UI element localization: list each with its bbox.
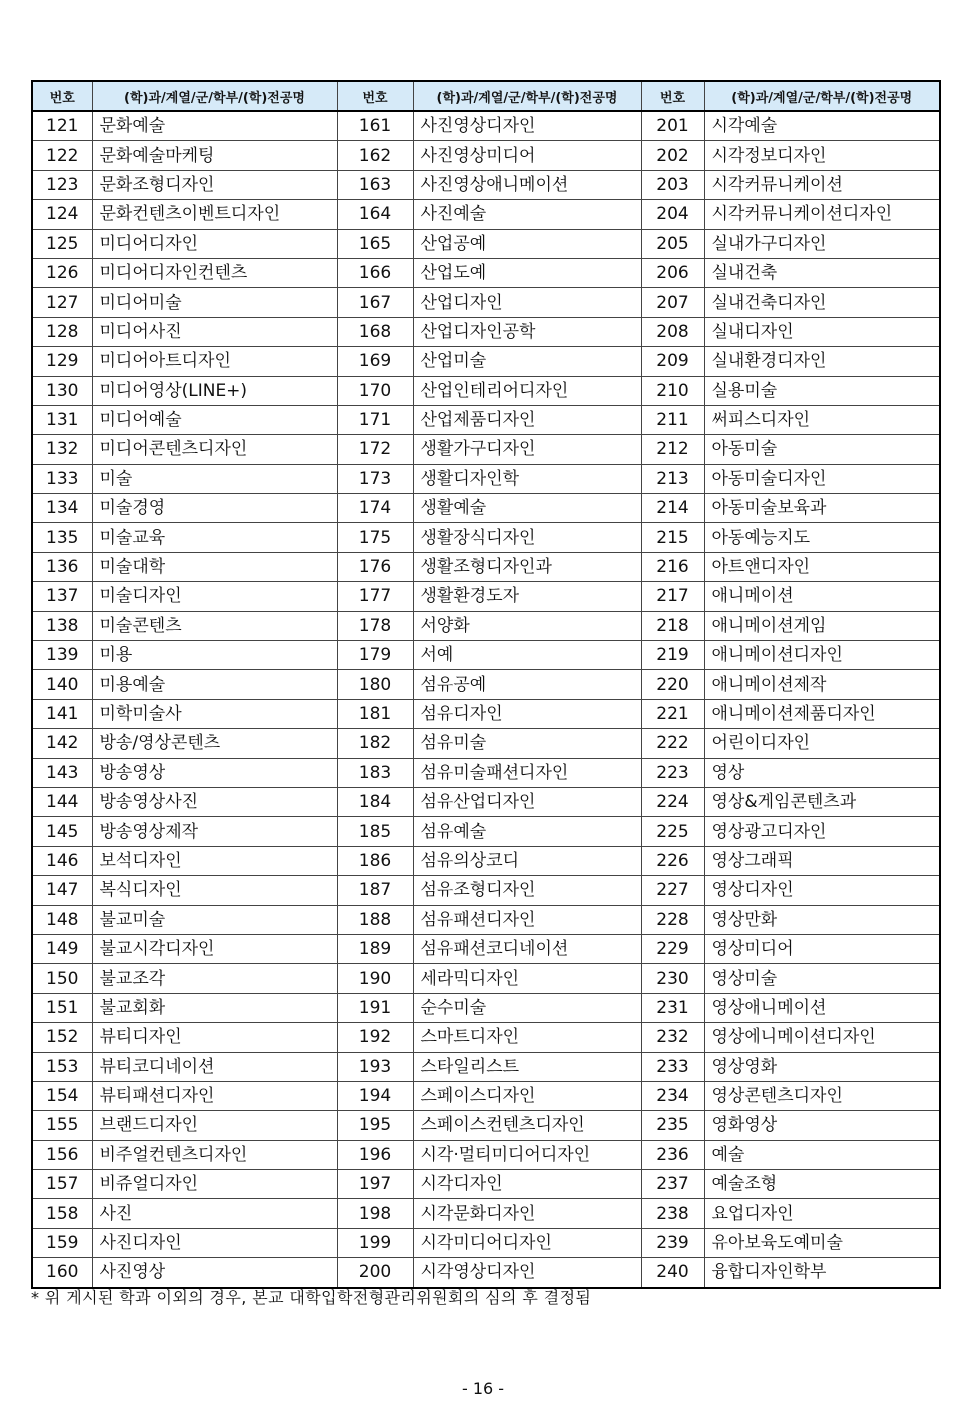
major-name-cell: 섬유공예 xyxy=(413,670,641,699)
row-number-cell: 165 xyxy=(337,229,413,258)
table-row xyxy=(32,317,940,346)
row-number-cell: 196 xyxy=(337,1140,413,1169)
row-number-cell: 223 xyxy=(641,758,704,787)
row-number-cell: 187 xyxy=(337,876,413,905)
major-name-cell: 실내건축디자인 xyxy=(704,288,940,317)
row-number-cell: 132 xyxy=(32,435,92,464)
major-name-cell: 실내건축 xyxy=(704,258,940,287)
row-number-cell: 147 xyxy=(32,876,92,905)
row-number-cell: 170 xyxy=(337,376,413,405)
major-name-cell: 아트앤디자인 xyxy=(704,552,940,581)
row-number-cell: 178 xyxy=(337,611,413,640)
row-number-cell: 183 xyxy=(337,758,413,787)
major-name-cell: 산업디자인공학 xyxy=(413,317,641,346)
row-number-cell: 200 xyxy=(337,1258,413,1288)
major-name-cell: 보석디자인 xyxy=(92,846,337,875)
row-number-cell: 238 xyxy=(641,1199,704,1228)
major-name-cell: 영상콘텐츠디자인 xyxy=(704,1081,940,1110)
table-row xyxy=(32,817,940,846)
major-name-cell: 실내환경디자인 xyxy=(704,347,940,376)
major-name-cell: 미술 xyxy=(92,464,337,493)
major-name-cell: 생활장식디자인 xyxy=(413,523,641,552)
major-name-cell: 산업제품디자인 xyxy=(413,405,641,434)
major-list-table xyxy=(31,80,941,1289)
table-row xyxy=(32,1052,940,1081)
table-row xyxy=(32,523,940,552)
major-name-cell: 미술디자인 xyxy=(92,582,337,611)
major-name-cell: 사진 xyxy=(92,1199,337,1228)
row-number-cell: 160 xyxy=(32,1258,92,1288)
major-name-cell: 방송영상사진 xyxy=(92,787,337,816)
row-number-cell: 151 xyxy=(32,993,92,1022)
row-number-cell: 126 xyxy=(32,258,92,287)
major-name-cell: 시각문화디자인 xyxy=(413,1199,641,1228)
major-name-cell: 애니메이션게임 xyxy=(704,611,940,640)
row-number-cell: 205 xyxy=(641,229,704,258)
table-row xyxy=(32,1081,940,1110)
row-number-cell: 143 xyxy=(32,758,92,787)
row-number-cell: 209 xyxy=(641,347,704,376)
major-name-cell: 영상영화 xyxy=(704,1052,940,1081)
major-name-cell: 스페이스디자인 xyxy=(413,1081,641,1110)
major-name-cell: 뷰티코디네이션 xyxy=(92,1052,337,1081)
row-number-cell: 193 xyxy=(337,1052,413,1081)
major-name-cell: 영화영상 xyxy=(704,1111,940,1140)
major-name-cell: 섬유예술 xyxy=(413,817,641,846)
row-number-cell: 204 xyxy=(641,200,704,229)
row-number-cell: 190 xyxy=(337,964,413,993)
major-name-cell: 실내가구디자인 xyxy=(704,229,940,258)
row-number-cell: 235 xyxy=(641,1111,704,1140)
row-number-cell: 171 xyxy=(337,405,413,434)
major-name-cell: 애니메이션제작 xyxy=(704,670,940,699)
table-row xyxy=(32,1023,940,1052)
row-number-cell: 226 xyxy=(641,846,704,875)
row-number-cell: 236 xyxy=(641,1140,704,1169)
table-row xyxy=(32,934,940,963)
table-row xyxy=(32,846,940,875)
major-name-cell: 섬유조형디자인 xyxy=(413,876,641,905)
row-number-cell: 240 xyxy=(641,1258,704,1288)
major-name-cell: 산업미술 xyxy=(413,347,641,376)
major-name-cell: 영상광고디자인 xyxy=(704,817,940,846)
major-name-cell: 미용 xyxy=(92,641,337,670)
row-number-cell: 186 xyxy=(337,846,413,875)
row-number-cell: 219 xyxy=(641,641,704,670)
table-row xyxy=(32,170,940,199)
table-row xyxy=(32,905,940,934)
row-number-cell: 239 xyxy=(641,1228,704,1257)
major-name-cell: 비주얼컨텐츠디자인 xyxy=(92,1140,337,1169)
major-name-cell: 영상&게임콘텐츠과 xyxy=(704,787,940,816)
table-header-row xyxy=(32,81,940,111)
table-row xyxy=(32,1111,940,1140)
table-row xyxy=(32,229,940,258)
major-name-cell: 미디어아트디자인 xyxy=(92,347,337,376)
row-number-cell: 179 xyxy=(337,641,413,670)
major-name-cell: 미술콘텐츠 xyxy=(92,611,337,640)
major-name-cell: 미디어영상(LINE+) xyxy=(92,376,337,405)
row-number-cell: 128 xyxy=(32,317,92,346)
major-name-cell: 문화예술 xyxy=(92,111,337,141)
major-name-cell: 시각디자인 xyxy=(413,1170,641,1199)
major-name-cell: 미술대학 xyxy=(92,552,337,581)
row-number-cell: 184 xyxy=(337,787,413,816)
major-name-cell: 영상 xyxy=(704,758,940,787)
row-number-cell: 124 xyxy=(32,200,92,229)
table-row xyxy=(32,729,940,758)
row-number-cell: 232 xyxy=(641,1023,704,1052)
major-name-cell: 시각정보디자인 xyxy=(704,141,940,170)
row-number-cell: 208 xyxy=(641,317,704,346)
table-row xyxy=(32,787,940,816)
table-row xyxy=(32,258,940,287)
row-number-cell: 181 xyxy=(337,699,413,728)
row-number-cell: 211 xyxy=(641,405,704,434)
row-number-cell: 157 xyxy=(32,1170,92,1199)
major-name-cell: 불교회화 xyxy=(92,993,337,1022)
row-number-cell: 122 xyxy=(32,141,92,170)
row-number-cell: 159 xyxy=(32,1228,92,1257)
row-number-cell: 175 xyxy=(337,523,413,552)
row-number-cell: 167 xyxy=(337,288,413,317)
table-body xyxy=(32,111,940,1288)
major-name-cell: 예술조형 xyxy=(704,1170,940,1199)
row-number-cell: 182 xyxy=(337,729,413,758)
major-name-cell: 순수미술 xyxy=(413,993,641,1022)
row-number-cell: 185 xyxy=(337,817,413,846)
table-row xyxy=(32,1199,940,1228)
row-number-cell: 146 xyxy=(32,846,92,875)
major-name-cell: 산업디자인 xyxy=(413,288,641,317)
major-name-cell: 미용예술 xyxy=(92,670,337,699)
major-name-cell: 세라믹디자인 xyxy=(413,964,641,993)
row-number-cell: 201 xyxy=(641,111,704,141)
row-number-cell: 228 xyxy=(641,905,704,934)
table-row xyxy=(32,1170,940,1199)
table-row xyxy=(32,670,940,699)
row-number-cell: 172 xyxy=(337,435,413,464)
row-number-cell: 155 xyxy=(32,1111,92,1140)
major-name-cell: 영상만화 xyxy=(704,905,940,934)
row-number-cell: 189 xyxy=(337,934,413,963)
table-row xyxy=(32,582,940,611)
row-number-cell: 121 xyxy=(32,111,92,141)
row-number-cell: 158 xyxy=(32,1199,92,1228)
row-number-cell: 225 xyxy=(641,817,704,846)
row-number-cell: 125 xyxy=(32,229,92,258)
row-number-cell: 199 xyxy=(337,1228,413,1257)
row-number-cell: 194 xyxy=(337,1081,413,1110)
major-name-cell: 애니메이션제품디자인 xyxy=(704,699,940,728)
major-name-cell: 애니메이션디자인 xyxy=(704,641,940,670)
row-number-cell: 150 xyxy=(32,964,92,993)
table-row xyxy=(32,435,940,464)
major-name-cell: 복식디자인 xyxy=(92,876,337,905)
row-number-cell: 202 xyxy=(641,141,704,170)
row-number-cell: 214 xyxy=(641,494,704,523)
row-number-cell: 164 xyxy=(337,200,413,229)
footnote: * 위 게시된 학과 이외의 경우, 본교 대학입학전형관리위원회의 심의 후 결정됨 xyxy=(31,1288,592,1307)
header-number-1: 번호 xyxy=(32,81,92,111)
major-name-cell: 방송영상 xyxy=(92,758,337,787)
major-name-cell: 요업디자인 xyxy=(704,1199,940,1228)
table-row xyxy=(32,699,940,728)
row-number-cell: 227 xyxy=(641,876,704,905)
major-name-cell: 유아보육도예미술 xyxy=(704,1228,940,1257)
row-number-cell: 149 xyxy=(32,934,92,963)
major-name-cell: 시각영상디자인 xyxy=(413,1258,641,1288)
major-name-cell: 섬유패션코디네이션 xyxy=(413,934,641,963)
major-name-cell: 스마트디자인 xyxy=(413,1023,641,1052)
table-row xyxy=(32,464,940,493)
major-name-cell: 영상에니메이션디자인 xyxy=(704,1023,940,1052)
row-number-cell: 168 xyxy=(337,317,413,346)
row-number-cell: 134 xyxy=(32,494,92,523)
row-number-cell: 174 xyxy=(337,494,413,523)
row-number-cell: 176 xyxy=(337,552,413,581)
header-major-name-1: (학)과/계열/군/학부/(학)전공명 xyxy=(92,81,337,111)
major-name-cell: 사진영상애니메이션 xyxy=(413,170,641,199)
major-name-cell: 시각예술 xyxy=(704,111,940,141)
major-name-cell: 실내디자인 xyxy=(704,317,940,346)
major-name-cell: 미디어디자인 xyxy=(92,229,337,258)
row-number-cell: 215 xyxy=(641,523,704,552)
row-number-cell: 230 xyxy=(641,964,704,993)
row-number-cell: 162 xyxy=(337,141,413,170)
row-number-cell: 166 xyxy=(337,258,413,287)
row-number-cell: 163 xyxy=(337,170,413,199)
row-number-cell: 144 xyxy=(32,787,92,816)
row-number-cell: 197 xyxy=(337,1170,413,1199)
major-name-cell: 써피스디자인 xyxy=(704,405,940,434)
row-number-cell: 198 xyxy=(337,1199,413,1228)
major-name-cell: 미술경영 xyxy=(92,494,337,523)
table-row xyxy=(32,200,940,229)
major-name-cell: 산업공예 xyxy=(413,229,641,258)
row-number-cell: 161 xyxy=(337,111,413,141)
major-name-cell: 애니메이션 xyxy=(704,582,940,611)
major-name-cell: 섬유미술 xyxy=(413,729,641,758)
major-name-cell: 사진영상미디어 xyxy=(413,141,641,170)
row-number-cell: 203 xyxy=(641,170,704,199)
table-row xyxy=(32,1258,940,1288)
row-number-cell: 154 xyxy=(32,1081,92,1110)
table-row xyxy=(32,376,940,405)
row-number-cell: 156 xyxy=(32,1140,92,1169)
row-number-cell: 216 xyxy=(641,552,704,581)
major-name-cell: 미디어디자인컨텐츠 xyxy=(92,258,337,287)
major-name-cell: 섬유산업디자인 xyxy=(413,787,641,816)
major-name-cell: 아동예능지도 xyxy=(704,523,940,552)
row-number-cell: 213 xyxy=(641,464,704,493)
row-number-cell: 145 xyxy=(32,817,92,846)
major-name-cell: 예술 xyxy=(704,1140,940,1169)
page-number: - 16 - xyxy=(461,1379,505,1398)
major-name-cell: 사진디자인 xyxy=(92,1228,337,1257)
row-number-cell: 127 xyxy=(32,288,92,317)
row-number-cell: 218 xyxy=(641,611,704,640)
row-number-cell: 231 xyxy=(641,993,704,1022)
major-name-cell: 미학미술사 xyxy=(92,699,337,728)
table-row xyxy=(32,405,940,434)
table-row xyxy=(32,141,940,170)
major-name-cell: 스타일리스트 xyxy=(413,1052,641,1081)
major-name-cell: 시각·멀티미디어디자인 xyxy=(413,1140,641,1169)
header-major-name-2: (학)과/계열/군/학부/(학)전공명 xyxy=(413,81,641,111)
table-row xyxy=(32,876,940,905)
table-row xyxy=(32,347,940,376)
row-number-cell: 142 xyxy=(32,729,92,758)
row-number-cell: 135 xyxy=(32,523,92,552)
major-name-cell: 생활환경도자 xyxy=(413,582,641,611)
major-name-cell: 어린이디자인 xyxy=(704,729,940,758)
row-number-cell: 139 xyxy=(32,641,92,670)
major-name-cell: 영상미술 xyxy=(704,964,940,993)
major-name-cell: 문화조형디자인 xyxy=(92,170,337,199)
major-name-cell: 산업인테리어디자인 xyxy=(413,376,641,405)
header-number-2: 번호 xyxy=(337,81,413,111)
major-name-cell: 섬유미술패션디자인 xyxy=(413,758,641,787)
row-number-cell: 212 xyxy=(641,435,704,464)
major-name-cell: 사진영상 xyxy=(92,1258,337,1288)
major-name-cell: 영상디자인 xyxy=(704,876,940,905)
major-name-cell: 생활가구디자인 xyxy=(413,435,641,464)
table-row xyxy=(32,964,940,993)
row-number-cell: 140 xyxy=(32,670,92,699)
row-number-cell: 222 xyxy=(641,729,704,758)
row-number-cell: 224 xyxy=(641,787,704,816)
major-name-cell: 뷰티패션디자인 xyxy=(92,1081,337,1110)
major-name-cell: 서양화 xyxy=(413,611,641,640)
table-row xyxy=(32,288,940,317)
table-row xyxy=(32,1140,940,1169)
row-number-cell: 153 xyxy=(32,1052,92,1081)
row-number-cell: 221 xyxy=(641,699,704,728)
major-name-cell: 문화예술마케팅 xyxy=(92,141,337,170)
table-row xyxy=(32,758,940,787)
row-number-cell: 129 xyxy=(32,347,92,376)
major-name-cell: 사진예술 xyxy=(413,200,641,229)
row-number-cell: 233 xyxy=(641,1052,704,1081)
major-name-cell: 미디어사진 xyxy=(92,317,337,346)
table-row xyxy=(32,641,940,670)
row-number-cell: 191 xyxy=(337,993,413,1022)
row-number-cell: 136 xyxy=(32,552,92,581)
major-name-cell: 불교미술 xyxy=(92,905,337,934)
table-row xyxy=(32,1228,940,1257)
major-name-cell: 산업도예 xyxy=(413,258,641,287)
major-name-cell: 아동미술디자인 xyxy=(704,464,940,493)
major-name-cell: 미디어예술 xyxy=(92,405,337,434)
major-name-cell: 문화컨텐츠이벤트디자인 xyxy=(92,200,337,229)
major-name-cell: 생활예술 xyxy=(413,494,641,523)
row-number-cell: 148 xyxy=(32,905,92,934)
row-number-cell: 229 xyxy=(641,934,704,963)
major-name-cell: 미디어미술 xyxy=(92,288,337,317)
major-name-cell: 아동미술 xyxy=(704,435,940,464)
row-number-cell: 207 xyxy=(641,288,704,317)
row-number-cell: 192 xyxy=(337,1023,413,1052)
major-name-cell: 시각커뮤니케이션디자인 xyxy=(704,200,940,229)
row-number-cell: 130 xyxy=(32,376,92,405)
row-number-cell: 210 xyxy=(641,376,704,405)
row-number-cell: 188 xyxy=(337,905,413,934)
row-number-cell: 195 xyxy=(337,1111,413,1140)
major-name-cell: 스페이스컨텐츠디자인 xyxy=(413,1111,641,1140)
major-name-cell: 섬유의상코디 xyxy=(413,846,641,875)
major-name-cell: 미디어콘텐츠디자인 xyxy=(92,435,337,464)
major-name-cell: 생활디자인학 xyxy=(413,464,641,493)
row-number-cell: 173 xyxy=(337,464,413,493)
row-number-cell: 206 xyxy=(641,258,704,287)
major-name-cell: 뷰티디자인 xyxy=(92,1023,337,1052)
row-number-cell: 177 xyxy=(337,582,413,611)
table-row xyxy=(32,552,940,581)
table-row xyxy=(32,993,940,1022)
major-name-cell: 불교조각 xyxy=(92,964,337,993)
row-number-cell: 152 xyxy=(32,1023,92,1052)
table-row xyxy=(32,611,940,640)
header-major-name-3: (학)과/계열/군/학부/(학)전공명 xyxy=(704,81,940,111)
row-number-cell: 137 xyxy=(32,582,92,611)
major-name-cell: 영상그래픽 xyxy=(704,846,940,875)
row-number-cell: 180 xyxy=(337,670,413,699)
row-number-cell: 237 xyxy=(641,1170,704,1199)
table-row xyxy=(32,111,940,141)
row-number-cell: 141 xyxy=(32,699,92,728)
major-name-cell: 섬유패션디자인 xyxy=(413,905,641,934)
major-name-cell: 시각커뮤니케이션 xyxy=(704,170,940,199)
major-name-cell: 비쥬얼디자인 xyxy=(92,1170,337,1199)
major-name-cell: 시각미디어디자인 xyxy=(413,1228,641,1257)
major-name-cell: 융합디자인학부 xyxy=(704,1258,940,1288)
row-number-cell: 131 xyxy=(32,405,92,434)
major-name-cell: 방송영상제작 xyxy=(92,817,337,846)
table-row xyxy=(32,494,940,523)
major-name-cell: 생활조형디자인과 xyxy=(413,552,641,581)
header-number-3: 번호 xyxy=(641,81,704,111)
row-number-cell: 169 xyxy=(337,347,413,376)
major-name-cell: 섬유디자인 xyxy=(413,699,641,728)
row-number-cell: 133 xyxy=(32,464,92,493)
row-number-cell: 220 xyxy=(641,670,704,699)
major-name-cell: 사진영상디자인 xyxy=(413,111,641,141)
major-name-cell: 브랜드디자인 xyxy=(92,1111,337,1140)
major-name-cell: 실용미술 xyxy=(704,376,940,405)
major-name-cell: 미술교육 xyxy=(92,523,337,552)
major-name-cell: 영상애니메이션 xyxy=(704,993,940,1022)
row-number-cell: 217 xyxy=(641,582,704,611)
major-name-cell: 아동미술보육과 xyxy=(704,494,940,523)
major-name-cell: 영상미디어 xyxy=(704,934,940,963)
major-name-cell: 방송/영상콘텐츠 xyxy=(92,729,337,758)
row-number-cell: 123 xyxy=(32,170,92,199)
row-number-cell: 138 xyxy=(32,611,92,640)
row-number-cell: 234 xyxy=(641,1081,704,1110)
major-name-cell: 서예 xyxy=(413,641,641,670)
major-name-cell: 불교시각디자인 xyxy=(92,934,337,963)
